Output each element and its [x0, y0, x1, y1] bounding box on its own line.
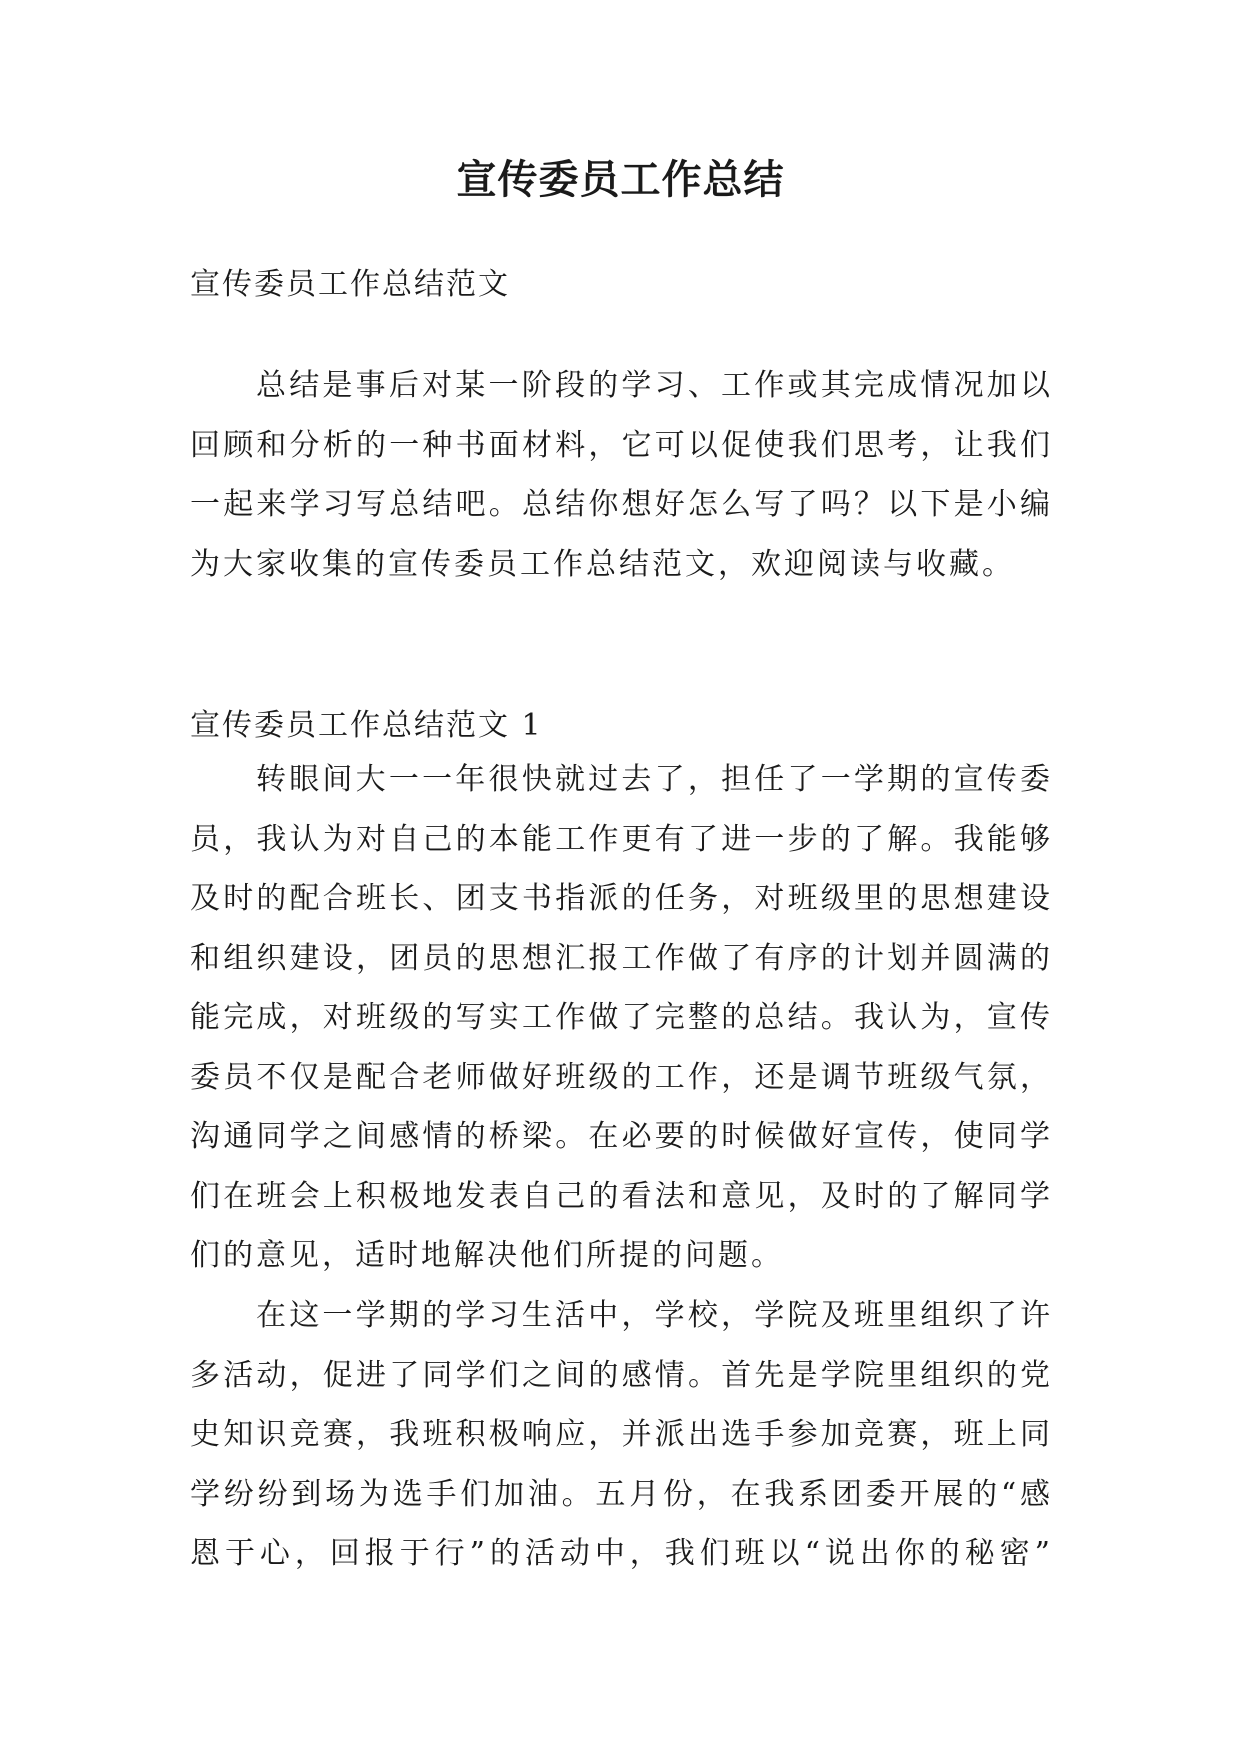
section-subtitle-2: 宣传委员工作总结范文 1 — [190, 708, 543, 743]
paragraph-line: 在这一学期的学习生活中，学校，学院及班里组织了许 — [256, 1298, 1050, 1333]
paragraph-line: 们在班会上积极地发表自己的看法和意见，及时的了解同学 — [190, 1178, 1050, 1214]
paragraph-line: 转眼间大一一年很快就过去了，担任了一学期的宣传委 — [256, 762, 1050, 797]
paragraph-line: 员，我认为对自己的本能工作更有了进一步的了解。我能够 — [190, 821, 1050, 857]
paragraph-line: 沟通同学之间感情的桥梁。在必要的时候做好宣传，使同学 — [190, 1119, 1050, 1154]
paragraph-line: 回顾和分析的一种书面材料，它可以促使我们思考，让我们 — [190, 427, 1050, 463]
body-paragraph-2 — [190, 1296, 1050, 1594]
intro-paragraph — [190, 366, 1050, 604]
paragraph-line: 一起来学习写总结吧。总结你想好怎么写了吗？以下是小编 — [190, 487, 1050, 522]
document-title: 宣传委员工作总结 — [456, 156, 785, 203]
paragraph-line: 能完成，对班级的写实工作做了完整的总结。我认为，宣传 — [190, 1000, 1050, 1035]
paragraph-line: 史知识竞赛，我班积极响应，并派出选手参加竞赛，班上同 — [190, 1417, 1050, 1452]
paragraph-line: 们的意见，适时地解决他们所提的问题。 — [190, 1238, 784, 1273]
body-paragraph-1 — [190, 760, 1050, 1296]
paragraph-line: 学纷纷到场为选手们加油。五月份，在我系团委开展的“感 — [190, 1476, 1050, 1512]
paragraph-line: 恩于心，回报于行”的活动中，我们班以“说出你的秘密” — [190, 1536, 1050, 1571]
paragraph-line: 和组织建设，团员的思想汇报工作做了有序的计划并圆满的 — [190, 940, 1050, 976]
section-subtitle-1: 宣传委员工作总结范文 — [190, 267, 510, 302]
paragraph-line: 委员不仅是配合老师做好班级的工作，还是调节班级气氛， — [190, 1059, 1050, 1095]
paragraph-line: 为大家收集的宣传委员工作总结范文，欢迎阅读与收藏。 — [190, 546, 1015, 582]
paragraph-line: 总结是事后对某一阶段的学习、工作或其完成情况加以 — [256, 368, 1050, 403]
paragraph-line: 多活动，促进了同学们之间的感情。首先是学院里组织的党 — [190, 1357, 1050, 1393]
paragraph-line: 及时的配合班长、团支书指派的任务，对班级里的思想建设 — [190, 881, 1050, 916]
